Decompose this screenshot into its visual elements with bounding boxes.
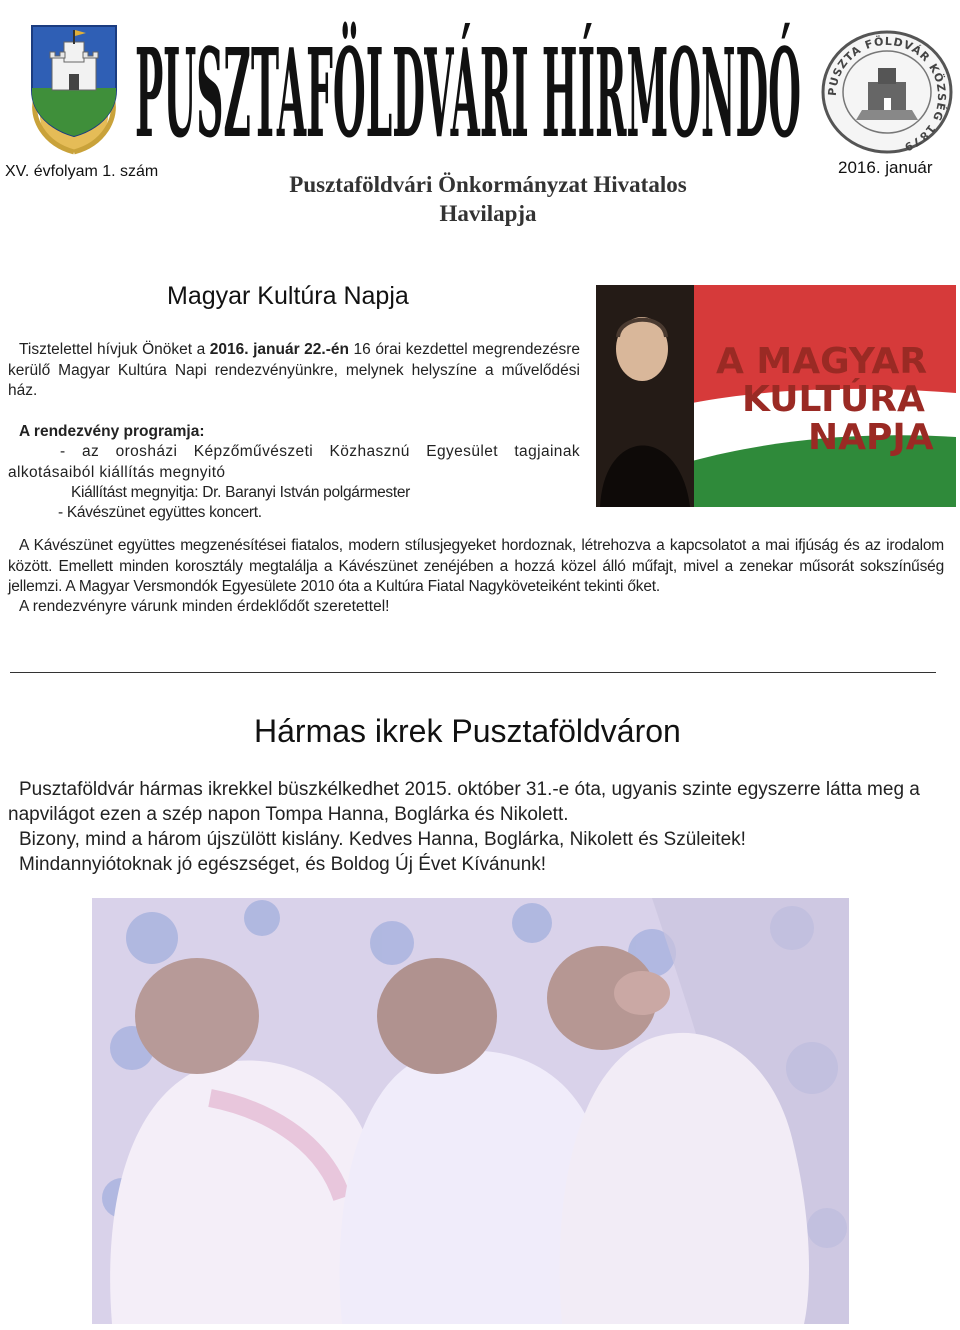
section-divider [10,672,936,673]
intro-part-2: 16 órai kezdettel megrendezésre kerülő Magyar Kultúra Napi rendezvényünkre, melynek helyszíne a művelődési ház. [8,341,580,399]
intro-part-1: Tisztelettel hívjuk Önöket a [19,341,210,358]
article-culture-title: Magyar Kultúra Napja [167,282,409,310]
triplets-photo [92,898,849,1324]
article-triplets-paragraph-2: Bizony, mind a három újszülött kislány. Kedves Hanna, Boglárka, Nikolett és Szüleitek! [19,829,746,850]
program-heading: A rendezvény programja: [19,423,205,440]
coat-of-arms-icon [22,18,126,158]
article-triplets-paragraph-1: Pusztaföldvár hármas ikrekkel büszkélkedhet 2015. október 31.-e óta, ugyanis szinte egyszerre látta meg a napvilágot ezen a szép napon Tompa Hanna, Boglárka és Nikolett. [8,779,920,825]
culture-day-poster-image [596,285,956,507]
article-culture-invitation: A rendezvényre várunk minden érdeklődőt szeretettel! [19,598,390,615]
poster-line-2: KULTÚRA [742,379,925,420]
poster-line-1: A MAGYAR [716,341,928,382]
program-item-concert: - Kávészünet együttes koncert. [58,504,262,521]
subtitle-line-2: Havilapja [439,201,537,226]
article-culture-band-paragraph: A Kávészünet együttes megzenésítései fiatalos, modern stílusjegyeket hordoznak, létrehozva a kapcsolatot a mai ifjúság és az irodalom között. Emellett minden korosztály megtalálja a Kávészünet zenéjében a hozzá közel álló műfajt, mivel a zenekar műsorát sokszínűség jellemzi. A Magyar Versmondók Egyesülete 2010 óta a Kultúra Fiatal Nagyköveteiként tekinti őket. [8,537,944,595]
issue-number: XV. évfolyam 1. szám [5,163,159,180]
seal-text: PUSZTA FÖLDVÁR KÖZSÉG 1879 [825,34,949,154]
article-culture-intro [8,340,580,402]
masthead-title [135,18,805,148]
subtitle-line-1: Pusztaföldvári Önkormányzat Hivatalos [289,172,687,197]
village-seal-icon [818,26,956,156]
event-date: 2016. január 22.-én [209,341,349,358]
article-triplets-paragraph-3: Mindannyiótoknak jó egészséget, és Boldog Új Évet Kívánunk! [19,854,547,875]
masthead-subtitle [240,170,736,228]
issue-date: 2016. január [838,158,933,177]
poster-line-3: NAPJA [808,417,934,458]
program-item-opening: Kiállítást megnyitja: Dr. Baranyi István polgármester [71,484,411,501]
program-item-exhibition: - az orosházi Képzőművészeti Közhasznú Egyesület tagjainak alkotásaiból kiállítás megnyitó [8,443,580,481]
masthead-title-text: PUSZTAFÖLDVÁRI HÍRMONDÓ [135,21,801,148]
article-triplets-title: Hármas ikrek Pusztaföldváron [254,713,681,749]
